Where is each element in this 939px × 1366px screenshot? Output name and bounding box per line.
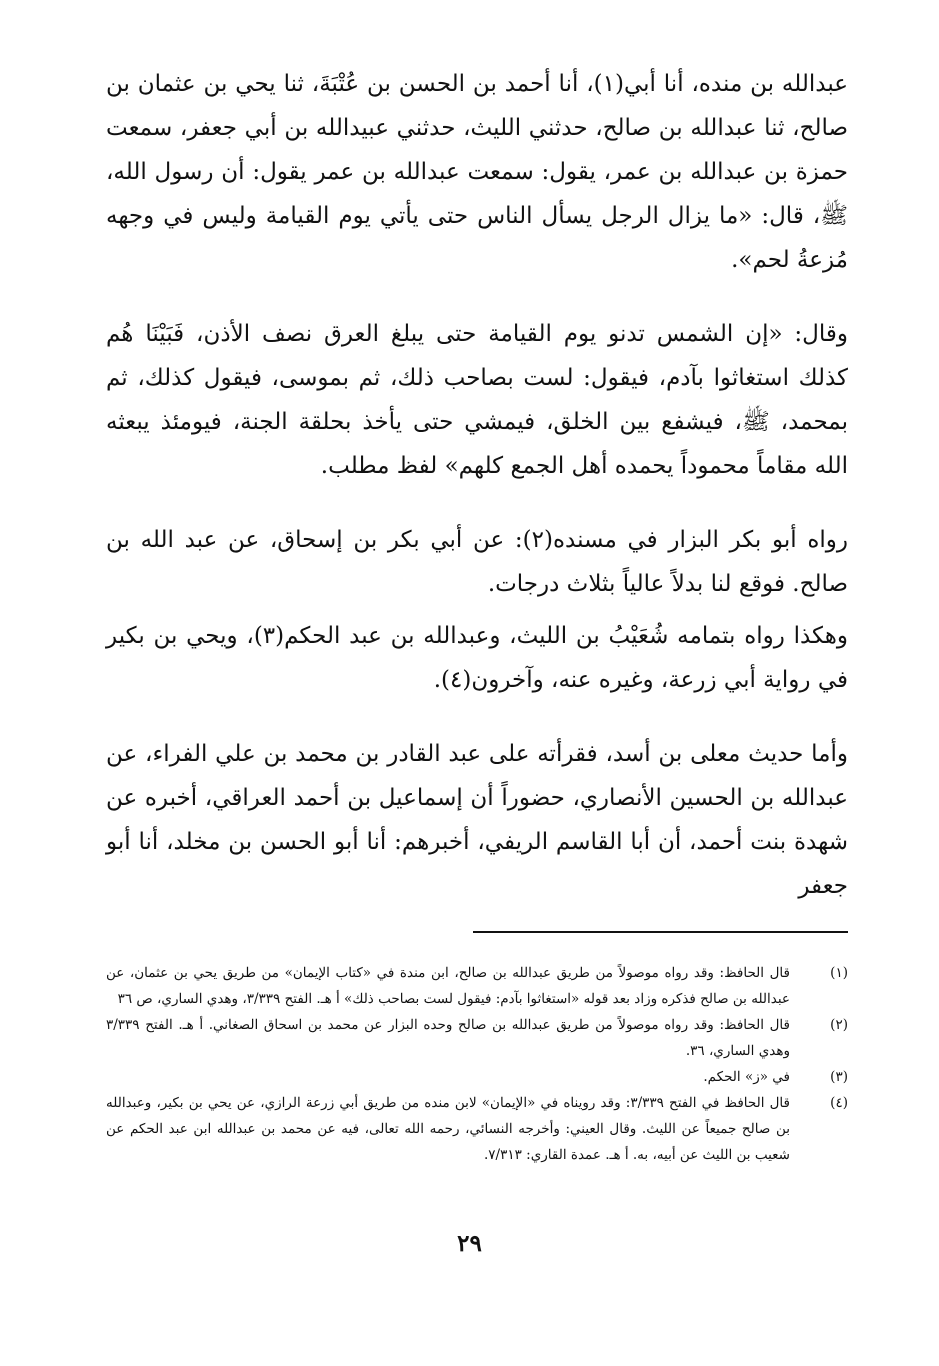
footnote-item <box>106 1064 848 1090</box>
main-text <box>106 62 848 908</box>
paragraph-other-narrations: وهكذا رواه بتمامه شُعَيْبُ بن الليث، وعبدالله بن عبد الحكم(٣)، ويحي بن بكير في رواية أبي زرعة، وغيره عنه، وآخرون(٤). <box>106 623 848 693</box>
paragraph-mualla-hadith: وأما حديث معلى بن أسد، فقرأته على عبد القادر بن محمد بن علي الفراء، عن عبدالله بن الحسين الأنصاري، حضوراً أن إسماعيل بن أحمد العراقي، أخبره عن شهدة بنت أحمد، أن أبا القاسم الريفي، أخبرهم: أنا أبو الحسن بن مخلد، أنا أبو جعفر <box>106 741 848 899</box>
footnote-text: في «ز» الحكم. <box>703 1069 790 1085</box>
footnote-divider <box>473 931 848 933</box>
page-number: ٢٩ <box>457 1230 482 1257</box>
footnote-text: قال الحافظ: وقد رواه موصولاً من طريق عبدالله بن صالح، ابن مندة في «كتاب الإيمان» من طريق يحي بن عثمان، عن عبدالله بن صالح فذكره وزاد بعد قوله «استغاثوا بآدم: فيقول لست بصاحب ذلك» أ هـ. الفتح ٣/٣٣٩، وهدي الساري، ص ٣٦ <box>106 965 790 1007</box>
footnote-text: قال الحافظ في الفتح ٣/٣٣٩: وقد رويناه في «الإيمان» لابن منده من طريق أبي زرعة الرازي، عن يحي بن بكير، وعبدالله بن صالح جميعاً عن الليث. وقال العيني: وأخرجه النسائي، رحمه الله تعالى، فيه عن محمد بن عبدالله ابن عبد الحكم عن شعيب بن الليث عن أبيه، به. أ هـ. عمدة القاري: ٧/٣١٣. <box>106 1095 790 1163</box>
footnotes <box>106 960 848 1168</box>
footnote-number: (٤) <box>830 1095 848 1111</box>
footnote-item <box>106 1090 848 1168</box>
footnote-number: (٢) <box>830 1017 848 1033</box>
paragraph-bazzar: رواه أبو بكر البزار في مسنده(٢): عن أبي بكر بن إسحاق، عن عبد الله بن صالح. فوقع لنا بدلاً عالياً بثلاث درجات. <box>106 527 848 597</box>
paragraph-isnad: عبدالله بن منده، أنا أبي(١)، أنا أحمد بن الحسن بن عُتْبَةَ، ثنا يحي بن عثمان بن صالح، ثنا عبدالله بن صالح، حدثني الليث، حدثني عبيدالله بن أبي جعفر، سمعت حمزة بن عبدالله بن عمر، يقول: سمعت عبدالله بن عمر يقول: أن رسول الله، ﷺ، قال: «ما يزال الرجل يسأل الناس حتى يأتي يوم القيامة وليس في وجهه مُزعةُ لحم». <box>106 71 848 273</box>
footnote-item <box>106 1012 848 1064</box>
paragraph-hadith-text: وقال: «إن الشمس تدنو يوم القيامة حتى يبلغ العرق نصف الأذن، فَبَيْنَا هُم كذلك استغاثوا بآدم، فيقول: لست بصاحب ذلك، ثم بموسى، فيقول كذلك، ثم بمحمد، ﷺ، فيشفع بين الخلق، فيمشي حتى يأخذ بحلقة الجنة، فيومئذ يبعثه الله مقاماً محموداً يحمده أهل الجمع كلهم» لفظ مطلب. <box>106 321 848 479</box>
footnote-text: قال الحافظ: وقد رواه موصولاً من طريق عبدالله بن صالح وحده البزار عن محمد بن اسحاق الصغاني. أ هـ. الفتح ٣/٣٣٩ وهدي الساري، ٣٦. <box>106 1017 790 1059</box>
footnote-number: (٣) <box>830 1069 848 1085</box>
footnote-number: (١) <box>830 965 848 981</box>
footnote-item <box>106 960 848 1012</box>
